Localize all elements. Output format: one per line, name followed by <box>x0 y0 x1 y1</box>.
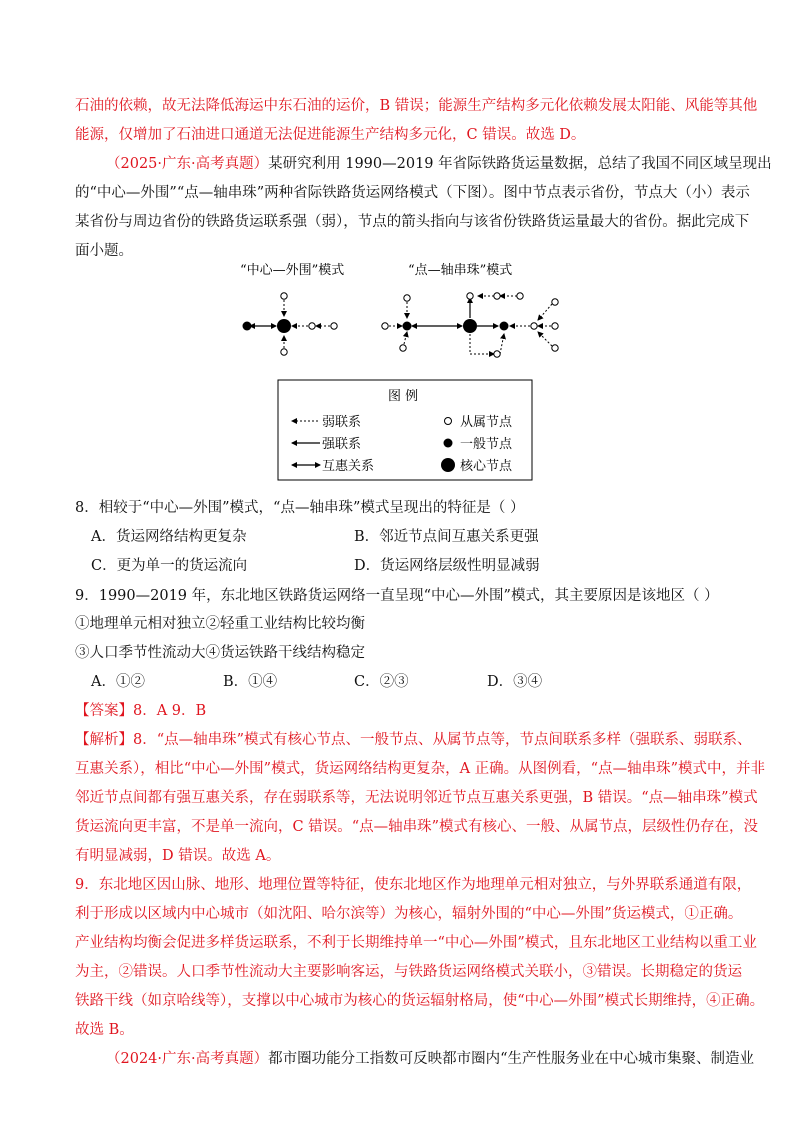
center-periphery-diagram <box>243 293 338 355</box>
next-question-line <box>106 1049 766 1069</box>
analysis-line-11: 故选 B。 <box>75 1022 134 1038</box>
legend-core: 核心节点 <box>460 459 513 474</box>
question-intro-line-1 <box>106 154 772 174</box>
legend-mutual: 互惠关系 <box>322 459 375 474</box>
q9-option-a: A．①② <box>91 674 145 690</box>
analysis-line-4: 货运流向更丰富，不是单一流向，C 错误。“点—轴串珠”模式有核心、一般、从属节点，层级性仍存在，没 <box>75 819 759 835</box>
next-question-source: （2024·广东·高考真题） <box>106 1051 269 1067</box>
legend-subordinate: 从属节点 <box>460 415 513 430</box>
legend-strong: 强联系 <box>322 437 362 452</box>
network-model-figure <box>230 258 570 488</box>
analysis-line-6: 9．东北地区因山脉、地形、地理位置等特征，使东北地区作为地理单元相对独立，与外界联系通道有限， <box>75 877 752 893</box>
analysis-line-2: 互惠关系），相比“中心—外围”模式，货运网络结构更复杂，A 正确。从图例看，“点—轴串珠”模式中，并非 <box>75 761 765 777</box>
analysis-line-5: 有明显减弱，D 错误。故选 A。 <box>75 848 281 864</box>
prev-analysis-line-2: 能源，仅增加了石油进口通道无法促进能源生产结构多元化，C 错误。故选 D。 <box>75 127 586 143</box>
analysis-line-9: 为主，②错误。人口季节性流动大主要影响客运，与铁路货运网络模式关联小，③错误。长期稳定的货运 <box>75 964 742 980</box>
analysis-line-10: 铁路干线（如京哈线等），支撑以中心城市为核心的货运辐射格局，使“中心—外围”模式长期维持，④正确。 <box>75 993 765 1009</box>
q8-option-b: B．邻近节点间互惠关系更强 <box>354 529 539 545</box>
question-intro-line-3: 某省份与周边省份的铁路货运联系强（弱），节点的箭头指向与该省份铁路货运量最大的省份。据此完成下 <box>75 214 750 230</box>
figure-title-left: “中心—外围”模式 <box>240 263 345 278</box>
q9-option-b: B．①④ <box>223 674 278 690</box>
answer-line: 【答案】8．A 9．B <box>75 703 207 719</box>
q8-option-a: A．货运网络结构更复杂 <box>91 529 247 545</box>
q9-statements-1: ①地理单元相对独立②轻重工业结构比较均衡 <box>75 616 365 632</box>
analysis-line-7: 利于形成以区域内中心城市（如沈阳、哈尔滨等）为核心，辐射外围的“中心—外围”货运模式，①正确。 <box>75 906 743 922</box>
q8-option-d: D．货运网络层级性明显减弱 <box>354 558 540 574</box>
q9-option-d: D．③④ <box>487 674 543 690</box>
q9-option-c: C．②③ <box>354 674 409 690</box>
q8-option-c: C．更为单一的货运流向 <box>91 558 248 574</box>
question-intro-text: 某研究利用 1990—2019 年省际铁路货运量数据，总结了我国不同区域呈现出 <box>268 156 772 172</box>
legend-weak: 弱联系 <box>322 415 362 430</box>
q9-statements-2: ③人口季节性流动大④货运铁路干线结构稳定 <box>75 645 365 661</box>
figure-title-right: “点—轴串珠”模式 <box>408 263 513 278</box>
question-intro-line-2: 的“中心—外围”“点—轴串珠”两种省际铁路货运网络模式（下图）。图中节点表示省份，节点大（小）表示 <box>75 185 750 201</box>
analysis-line-3: 邻近节点间都有强互惠关系，存在弱联系等，无法说明邻近节点互惠关系更强，B 错误。“点—轴串珠”模式 <box>75 790 758 806</box>
prev-analysis-line-1: 石油的依赖，故无法降低海运中东石油的运价，B 错误；能源生产结构多元化依赖发展太阳能、风能等其他 <box>75 98 758 114</box>
q8-stem: 8．相较于“中心—外围”模式，“点—轴串珠”模式呈现出的特征是（ ） <box>75 500 525 516</box>
legend-title: 图 例 <box>388 389 419 404</box>
question-intro-line-4: 面小题。 <box>75 243 133 259</box>
q9-stem: 9．1990—2019 年，东北地区铁路货运网络一直呈现“中心—外围”模式，其主要原因是该地区（ ） <box>75 588 719 604</box>
figure-legend <box>278 380 532 480</box>
next-question-text: 都市圈功能分工指数可反映都市圈内“生产性服务业在中心城市集聚、制造业 <box>268 1051 755 1067</box>
analysis-line-1: 【解析】8．“点—轴串珠”模式有核心节点、一般节点、从属节点等，节点间联系多样（强联系、弱联系、 <box>75 732 752 748</box>
legend-general: 一般节点 <box>460 437 513 452</box>
question-source: （2025·广东·高考真题） <box>106 156 269 172</box>
point-axis-diagram <box>382 293 558 357</box>
analysis-line-8: 产业结构均衡会促进多样货运联系，不利于长期维持单一“中心—外围”模式，且东北地区工业结构以重工业 <box>75 935 757 951</box>
